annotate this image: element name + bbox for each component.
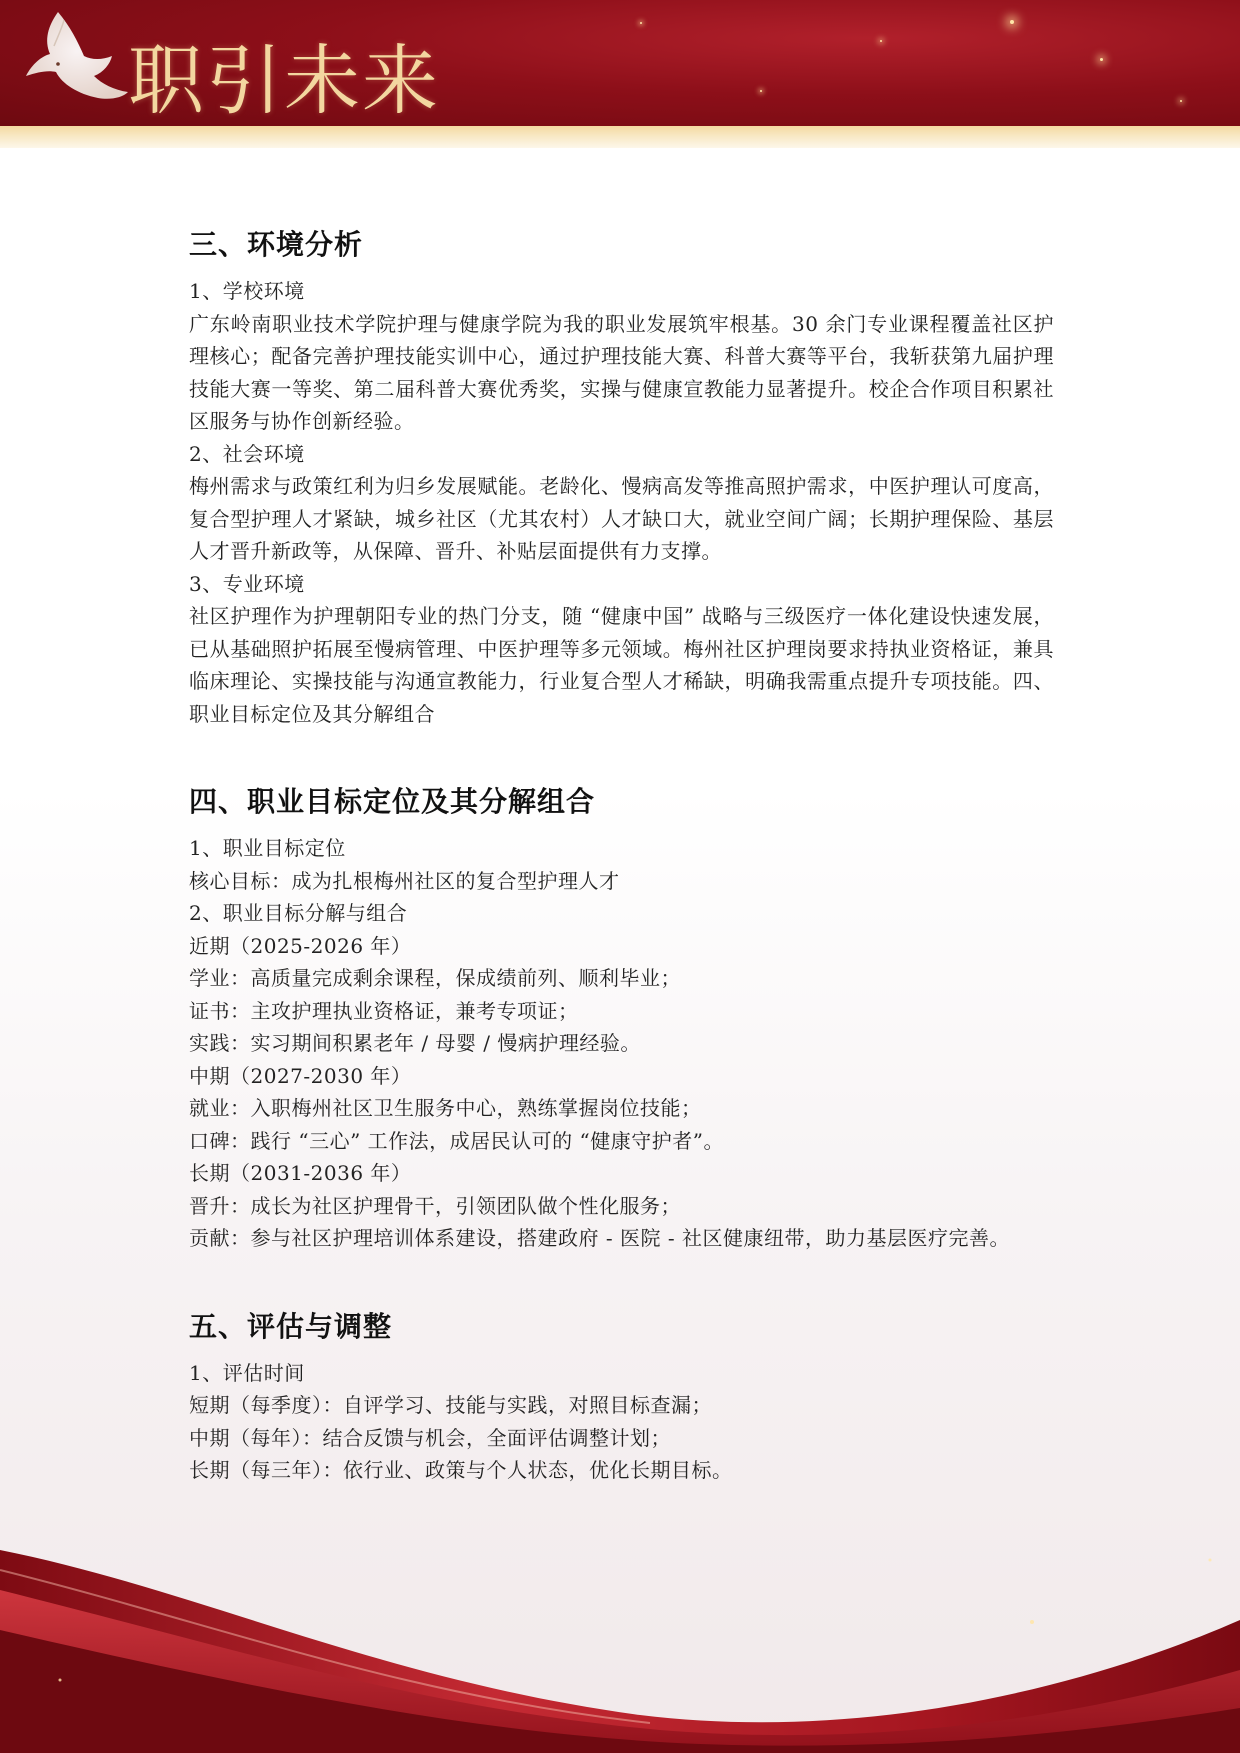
subheading-goal-positioning: 1、职业目标定位	[189, 836, 346, 860]
subheading-school-environment: 1、学校环境	[189, 279, 305, 303]
short-term-heading: 近期（2025-2026 年）	[189, 933, 412, 958]
sparkle	[880, 40, 882, 42]
section-title-environment-analysis: 三、环境分析	[189, 228, 364, 261]
evaluation-yearly: 中期（每年）：结合反馈与机会，全面评估调整计划；	[189, 1425, 671, 1450]
paragraph-professional-environment: 社区护理作为护理朝阳专业的热门分支，随 “健康中国” 战略与三级医疗一体化建设快速发展，已从基础照护拓展至慢病管理、中医护理等多元领域。梅州社区护理岗要求持执业资格证，兼具临床理论、实操技能与沟通宣教能力，行业复合型人才稀缺，明确我需重点提升专项技能。四、职业目标定位及其分解组合	[189, 604, 1054, 726]
header-banner	[0, 0, 1240, 150]
paragraph-school-environment: 广东岭南职业技术学院护理与健康学院为我的职业发展筑牢根基。30 余门专业课程覆盖社区护理核心；配备完善护理技能实训中心，通过护理技能大赛、科普大赛等平台，我斩获第九届护理技能大赛一等奖、第二届科普大赛优秀奖，实操与健康宣教能力显著提升。校企合作项目积累社区服务与协作创新经验。	[189, 311, 1054, 433]
footer-ribbon	[0, 1530, 1240, 1753]
paragraph-social-environment: 梅州需求与政策红利为归乡发展赋能。老龄化、慢病高发等推高照护需求，中医护理认可度高，复合型护理人才紧缺，城乡社区（尤其农村）人才缺口大，就业空间广阔；长期护理保险、基层人才晋升新政等，从保障、晋升、补贴层面提供有力支撑。	[189, 474, 1054, 563]
sparkle	[1100, 58, 1103, 61]
evaluation-quarterly: 短期（每季度）：自评学习、技能与实践，对照目标查漏；	[189, 1393, 712, 1417]
long-term-heading: 长期（2031-2036 年）	[189, 1161, 412, 1185]
short-term-practice: 实践：实习期间积累老年 / 母婴 / 慢病护理经验。	[189, 1031, 641, 1055]
mid-term-heading: 中期（2027-2030 年）	[189, 1063, 412, 1088]
dove-icon	[18, 6, 130, 110]
short-term-study: 学业：高质量完成剩余课程，保成绩前列、顺利毕业；	[189, 966, 681, 990]
long-term-promotion: 晋升：成长为社区护理骨干，引领团队做个性化服务；	[189, 1193, 681, 1218]
sparkle	[1010, 20, 1014, 24]
core-goal-line: 核心目标：成为扎根梅州社区的复合型护理人才	[189, 868, 620, 893]
sparkle	[1180, 100, 1182, 102]
sparkle	[640, 22, 642, 24]
long-term-contribution: 贡献：参与社区护理培训体系建设，搭建政府 - 医院 - 社区健康纽带，助力基层医疗完善。	[189, 1226, 1010, 1250]
header-title: 职引未来	[128, 36, 440, 125]
subheading-social-environment: 2、社会环境	[189, 441, 305, 466]
section-title-evaluation: 五、评估与调整	[189, 1309, 393, 1343]
evaluation-triennial: 长期（每三年）：依行业、政策与个人状态，优化长期目标。	[189, 1458, 733, 1482]
subheading-evaluation-time: 1、评估时间	[189, 1360, 305, 1385]
section-title-career-goals: 四、职业目标定位及其分解组合	[189, 785, 596, 818]
sparkle	[760, 90, 762, 92]
banner-gold-band	[0, 126, 1240, 148]
mid-term-employment: 就业：入职梅州社区卫生服务中心，熟练掌握岗位技能；	[189, 1096, 702, 1120]
subheading-goal-breakdown: 2、职业目标分解与组合	[189, 901, 408, 925]
mid-term-reputation: 口碑：践行 “三心” 工作法，成居民认可的 “健康守护者”。	[189, 1128, 724, 1153]
short-term-certificate: 证书：主攻护理执业资格证，兼考专项证；	[189, 998, 579, 1023]
document-content	[189, 225, 1054, 1487]
subheading-professional-environment: 3、专业环境	[189, 571, 305, 596]
